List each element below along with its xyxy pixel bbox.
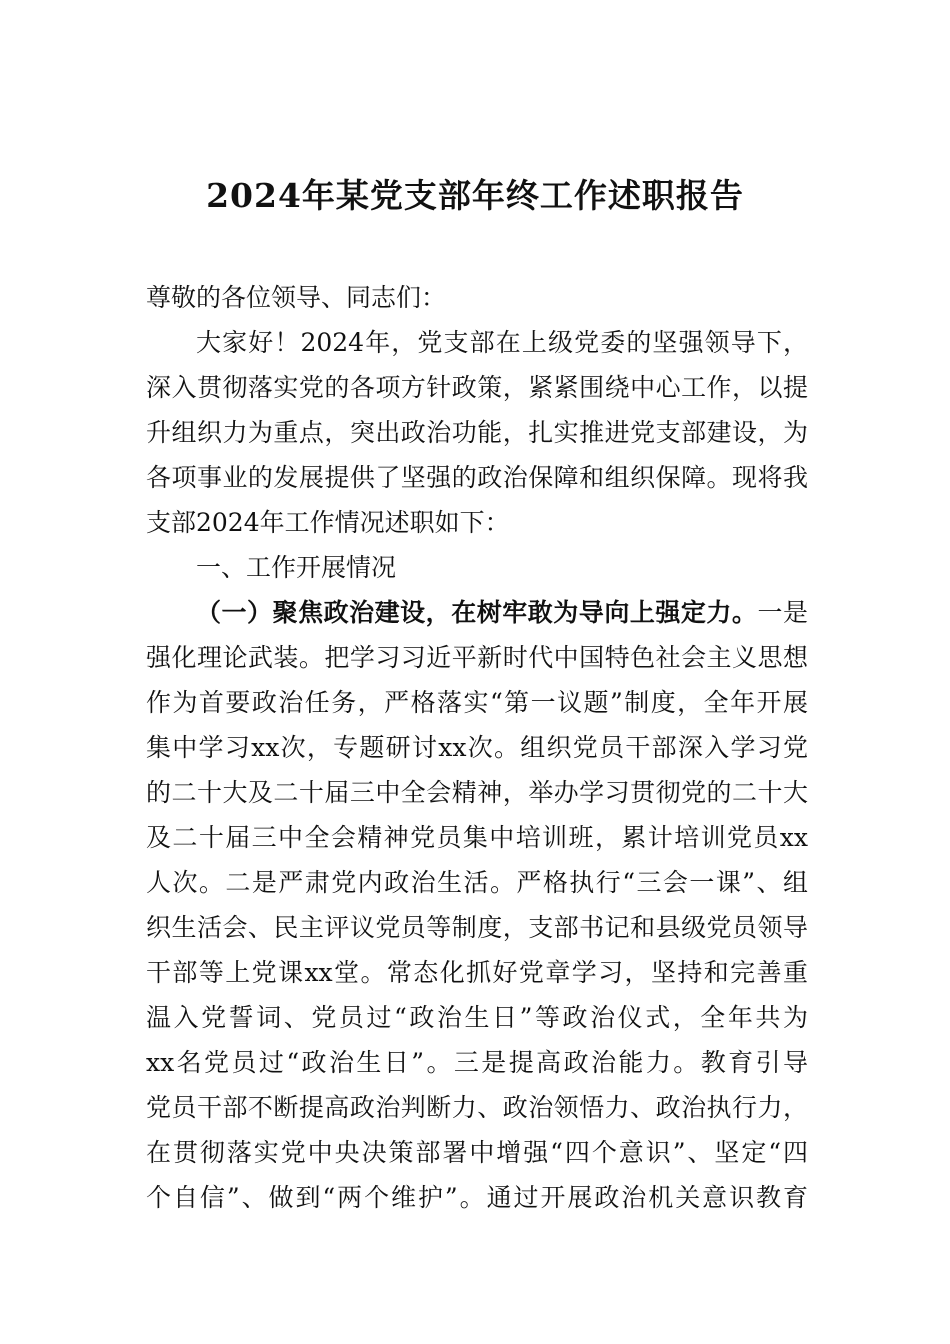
body-line-11: 党员干部不断提高政治判断力、政治领悟力、政治执行力， — [146, 1093, 808, 1122]
body-line-5: 及二十届三中全会精神党员集中培训班，累计培训党员xx — [146, 823, 808, 852]
sub-heading: （一）聚焦政治建设，在树牢敢为导向上强定力。 — [196, 598, 758, 627]
intro-line-4: 各项事业的发展提供了坚强的政治保障和组织保障。现将我 — [146, 463, 808, 492]
intro-line-1: 大家好！2024年，党支部在上级党委的坚强领导下， — [196, 328, 808, 357]
body-line-8: 干部等上党课xx堂。常态化抓好党章学习，坚持和完善重 — [146, 958, 808, 987]
intro-line-2: 深入贯彻落实党的各项方针政策，紧紧围绕中心工作，以提 — [146, 373, 808, 402]
body-line-6: 人次。二是严肃党内政治生活。严格执行“三会一课”、组 — [146, 868, 808, 897]
body-line-1: 强化理论武装。把学习习近平新时代中国特色社会主义思想 — [146, 643, 808, 672]
body-line-7: 织生活会、民主评议党员等制度，支部书记和县级党员领导 — [146, 913, 808, 942]
body-line-4: 的二十大及二十届三中全会精神，举办学习贯彻党的二十大 — [146, 778, 808, 807]
body-line-10: xx名党员过“政治生日”。三是提高政治能力。教育引导 — [146, 1048, 808, 1077]
intro-line-5: 支部2024年工作情况述职如下： — [146, 508, 510, 537]
sub-heading-rest: 一是 — [757, 598, 808, 627]
body-line-2: 作为首要政治任务，严格落实“第一议题”制度，全年开展 — [146, 688, 808, 717]
sub-heading-line — [196, 593, 808, 633]
body-line-3: 集中学习xx次，专题研讨xx次。组织党员干部深入学习党 — [146, 733, 808, 762]
body-line-12: 在贯彻落实党中央决策部署中增强“四个意识”、坚定“四 — [146, 1138, 808, 1167]
document-title: 2024年某党支部年终工作述职报告 — [206, 176, 744, 215]
intro-line-3: 升组织力为重点，突出政治功能，扎实推进党支部建设，为 — [146, 418, 808, 447]
section-heading: 一、工作开展情况 — [196, 553, 397, 582]
body-line-13: 个自信”、做到“两个维护”。通过开展政治机关意识教育 — [146, 1183, 808, 1212]
body-line-9: 温入党誓词、党员过“政治生日”等政治仪式，全年共为 — [146, 1003, 808, 1032]
greeting: 尊敬的各位领导、同志们： — [146, 283, 447, 312]
